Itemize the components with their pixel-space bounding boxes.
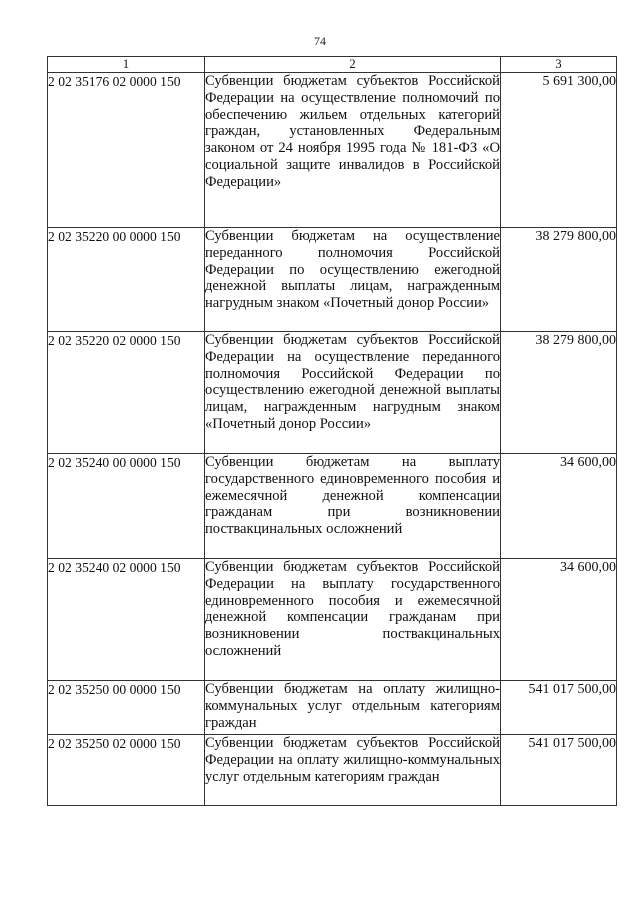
income-description: Субвенции бюджетам субъектов Российской Федерации на осуществление полномочий по обеспечению жильем отдельных категорий граждан, установленных Федеральным законом от 24 ноября 1995 года № 181-ФЗ «О социальной защите инвалидов в Российской Федерации» xyxy=(205,73,501,228)
income-description: Субвенции бюджетам субъектов Российской Федерации на выплату государственного единовременного пособия и ежемесячной денежной компенсации гражданам при возникновении поствакцинальных осложнений xyxy=(205,559,501,681)
income-code: 2 02 35220 02 0000 150 xyxy=(48,332,205,454)
income-description: Субвенции бюджетам на осуществление переданного полномочия Российской Федерации по осуществлению ежегодной денежной выплаты лицам, награжденным нагрудным знаком «Почетный донор России» xyxy=(205,228,501,332)
table-row xyxy=(48,735,617,806)
income-description: Субвенции бюджетам на оплату жилищно-коммунальных услуг отдельным категориям граждан xyxy=(205,681,501,735)
table-row xyxy=(48,454,617,559)
income-code: 2 02 35250 02 0000 150 xyxy=(48,735,205,806)
income-description: Субвенции бюджетам на выплату государственного единовременного пособия и ежемесячной денежной компенсации гражданам при возникновении поствакцинальных осложнений xyxy=(205,454,501,559)
income-code: 2 02 35250 00 0000 150 xyxy=(48,681,205,735)
column-header-3: 3 xyxy=(501,57,617,73)
income-amount: 38 279 800,00 xyxy=(501,332,617,454)
table-row xyxy=(48,73,617,228)
income-code: 2 02 35176 02 0000 150 xyxy=(48,73,205,228)
income-code: 2 02 35240 00 0000 150 xyxy=(48,454,205,559)
income-code: 2 02 35240 02 0000 150 xyxy=(48,559,205,681)
income-description: Субвенции бюджетам субъектов Российской Федерации на оплату жилищно-коммунальных услуг отдельным категориям граждан xyxy=(205,735,501,806)
table-row xyxy=(48,559,617,681)
budget-table xyxy=(47,56,617,806)
table-row xyxy=(48,681,617,735)
income-amount: 541 017 500,00 xyxy=(501,681,617,735)
income-description: Субвенции бюджетам субъектов Российской Федерации на осуществление переданного полномочия Российской Федерации по осуществлению ежегодной денежной выплаты лицам, награжденным нагрудным знаком «Почетный донор России» xyxy=(205,332,501,454)
table-row xyxy=(48,332,617,454)
income-amount: 34 600,00 xyxy=(501,559,617,681)
column-header-2: 2 xyxy=(205,57,501,73)
header-row xyxy=(48,57,617,73)
income-amount: 5 691 300,00 xyxy=(501,73,617,228)
income-amount: 541 017 500,00 xyxy=(501,735,617,806)
income-amount: 34 600,00 xyxy=(501,454,617,559)
page-number: 74 xyxy=(314,34,326,48)
income-code: 2 02 35220 00 0000 150 xyxy=(48,228,205,332)
table-row xyxy=(48,228,617,332)
column-header-1: 1 xyxy=(48,57,205,73)
income-amount: 38 279 800,00 xyxy=(501,228,617,332)
